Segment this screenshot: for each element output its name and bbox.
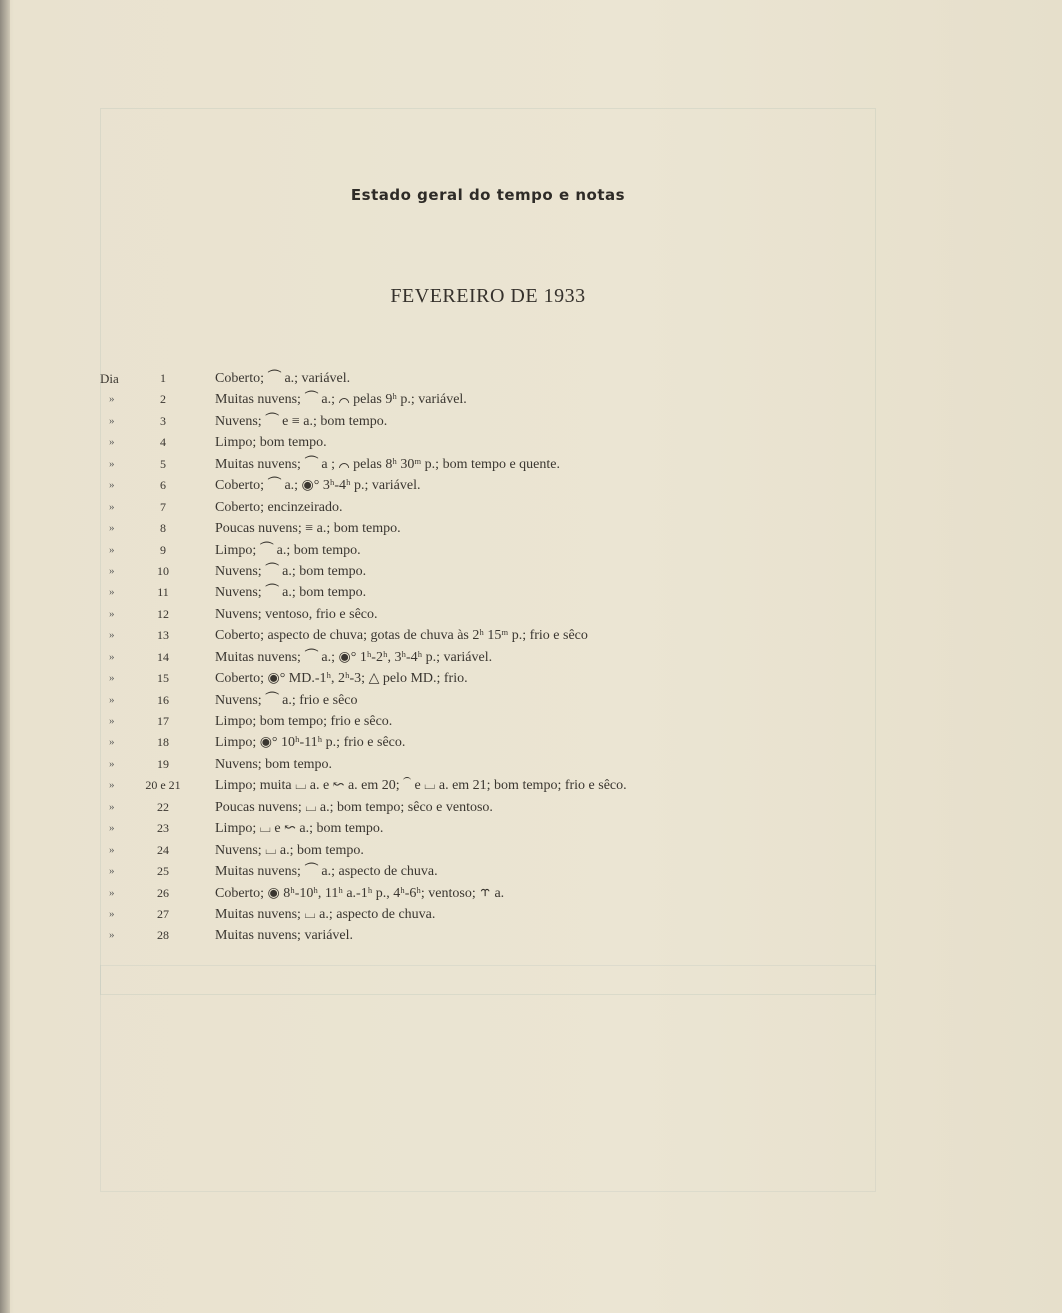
ditto-mark: » [109, 393, 115, 406]
ditto-mark: » [109, 479, 115, 492]
entry-text: Limpo; ⏜ a.; bom tempo. [215, 542, 361, 558]
ditto-mark: » [109, 715, 115, 727]
entry-row [98, 861, 858, 882]
entry-text: Limpo; bom tempo. [215, 435, 327, 451]
entry-text: Muitas nuvens; ⏜ a ; ⌒ pelas 8ʰ 30ᵐ p.; bom tempo e quente. [215, 456, 560, 472]
entry-day: 24 [157, 842, 169, 857]
ditto-mark: » [109, 886, 115, 899]
entry-row [98, 625, 858, 646]
entry-text: Nuvens; bom tempo. [215, 756, 333, 772]
entry-day: 12 [157, 606, 169, 621]
ditto-mark: » [109, 693, 115, 706]
entry-day: 7 [160, 499, 166, 514]
ditto-mark: » [109, 500, 115, 513]
ditto-mark: » [109, 457, 115, 470]
entry-day: 20 e 21 [145, 778, 181, 793]
ditto-mark: » [109, 414, 115, 427]
entry-row [98, 904, 858, 925]
entry-row [98, 754, 858, 775]
day-label: Dia [100, 371, 119, 386]
entry-day: 3 [160, 413, 166, 428]
entry-text: Nuvens; ⏜ a.; frio e sêco [215, 692, 358, 708]
entry-text: Nuvens; ventoso, frio e sêco. [215, 606, 378, 622]
ditto-mark: » [109, 436, 115, 449]
ditto-mark: » [109, 736, 115, 749]
ditto-mark: » [109, 865, 115, 878]
ditto-mark: » [109, 650, 115, 663]
entry-text: Muitas nuvens; ⏜ a.; ◉° 1ʰ-2ʰ, 3ʰ-4ʰ p.; variável. [215, 649, 493, 665]
entry-row [98, 454, 858, 475]
entry-day: 1 [160, 371, 166, 385]
ditto-mark: » [109, 522, 115, 535]
entry-text: Coberto; ◉° MD.-1ʰ, 2ʰ-3; △ pelo MD.; frio. [215, 671, 468, 687]
entry-text: Limpo; muita ⌴ a. e ↜ a. em 20; ⏜ e ⌴ a. em 21; bom tempo; frio e sêco. [215, 778, 627, 794]
entry-row [98, 518, 858, 539]
entry-text: Muitas nuvens; ⏜ a.; aspecto de chuva. [215, 864, 438, 880]
ditto-mark: » [109, 779, 115, 792]
entry-day: 28 [157, 928, 169, 943]
entry-row [98, 840, 858, 861]
entry-day: 25 [157, 864, 169, 879]
ditto-mark: » [109, 843, 115, 856]
entry-row [98, 561, 858, 582]
month-title: FEVEREIRO DE 1933 [390, 285, 586, 307]
ditto-mark: » [109, 672, 115, 685]
entry-row [98, 475, 858, 496]
ditto-mark: » [109, 586, 115, 599]
entry-row [98, 540, 858, 561]
entry-day: 6 [160, 478, 166, 493]
entry-day: 17 [157, 714, 169, 728]
entry-text: Nuvens; ⌴ a.; bom tempo. [215, 842, 364, 858]
entry-text: Muitas nuvens; ⌴ a.; aspecto de chuva. [215, 906, 436, 922]
entry-row [98, 647, 858, 668]
ditto-mark: » [109, 564, 115, 577]
entry-row [98, 732, 858, 753]
entry-row [98, 604, 858, 625]
ditto-mark: » [109, 543, 115, 556]
entry-text: Poucas nuvens; ⌴ a.; bom tempo; sêco e ventoso. [215, 799, 493, 815]
entry-text: Coberto; encinzeirado. [215, 499, 343, 515]
entry-text: Muitas nuvens; ⏜ a.; ⌒ pelas 9ʰ p.; variável. [215, 392, 467, 408]
entry-row [98, 818, 858, 839]
entry-day: 19 [157, 756, 169, 771]
entry-text: Nuvens; ⏜ a.; bom tempo. [215, 563, 367, 579]
entry-row [98, 432, 858, 453]
entry-day: 23 [157, 821, 169, 836]
entry-day: 22 [157, 799, 169, 814]
entry-row [98, 389, 858, 410]
weather-entries-list [98, 368, 858, 947]
entry-day: 14 [157, 649, 169, 664]
ditto-mark: » [109, 629, 115, 642]
ditto-mark: » [109, 929, 115, 942]
entry-text: Nuvens; ⏜ e ≡ a.; bom tempo. [215, 413, 388, 429]
entry-day: 10 [157, 563, 169, 578]
ditto-mark: » [109, 822, 115, 835]
entry-row [98, 690, 858, 711]
entry-day: 13 [157, 628, 169, 643]
entry-day: 9 [160, 542, 166, 557]
entry-text: Coberto; ⏜ a.; ◉° 3ʰ-4ʰ p.; variável. [215, 478, 421, 494]
entry-text: Nuvens; ⏜ a.; bom tempo. [215, 585, 367, 601]
entry-text: Poucas nuvens; ≡ a.; bom tempo. [215, 521, 401, 537]
ditto-mark: » [109, 757, 115, 770]
page-header: Estado geral do tempo e notas [350, 186, 626, 204]
ditto-mark: » [109, 907, 115, 920]
ditto-mark: » [109, 800, 115, 813]
entry-day: 8 [160, 521, 166, 536]
entry-day: 18 [157, 735, 169, 750]
entry-text: Limpo; ⌴ e ↜ a.; bom tempo. [215, 821, 384, 837]
entry-row [98, 497, 858, 518]
entry-text: Muitas nuvens; variável. [215, 928, 354, 944]
entry-row [98, 368, 858, 389]
entry-row [98, 582, 858, 603]
entry-day: 5 [160, 456, 166, 471]
entry-text: Limpo; ◉° 10ʰ-11ʰ p.; frio e sêco. [215, 735, 406, 751]
entry-day: 26 [157, 885, 169, 900]
entry-row [98, 775, 858, 796]
entry-row [98, 925, 858, 946]
entry-day: 4 [160, 435, 166, 450]
entry-text: Coberto; aspecto de chuva; gotas de chuva às 2ʰ 15ᵐ p.; frio e sêco [215, 628, 588, 644]
entry-row [98, 411, 858, 432]
entry-day: 27 [157, 906, 169, 921]
ditto-mark: » [109, 607, 115, 620]
entry-row [98, 668, 858, 689]
entry-day: 2 [160, 392, 166, 407]
bleed-through-frame-lower [100, 965, 876, 1192]
entry-row [98, 797, 858, 818]
entry-day: 15 [157, 671, 169, 686]
entry-row [98, 883, 858, 904]
entry-day: 16 [157, 692, 169, 707]
entry-text: Limpo; bom tempo; frio e sêco. [215, 714, 393, 729]
entry-text: Coberto; ⏜ a.; variável. [215, 371, 351, 386]
entry-day: 11 [157, 585, 169, 600]
entry-row [98, 711, 858, 732]
entry-text: Coberto; ◉ 8ʰ-10ʰ, 11ʰ a.-1ʰ p., 4ʰ-6ʰ; ventoso; ⥾ a. [215, 885, 505, 901]
